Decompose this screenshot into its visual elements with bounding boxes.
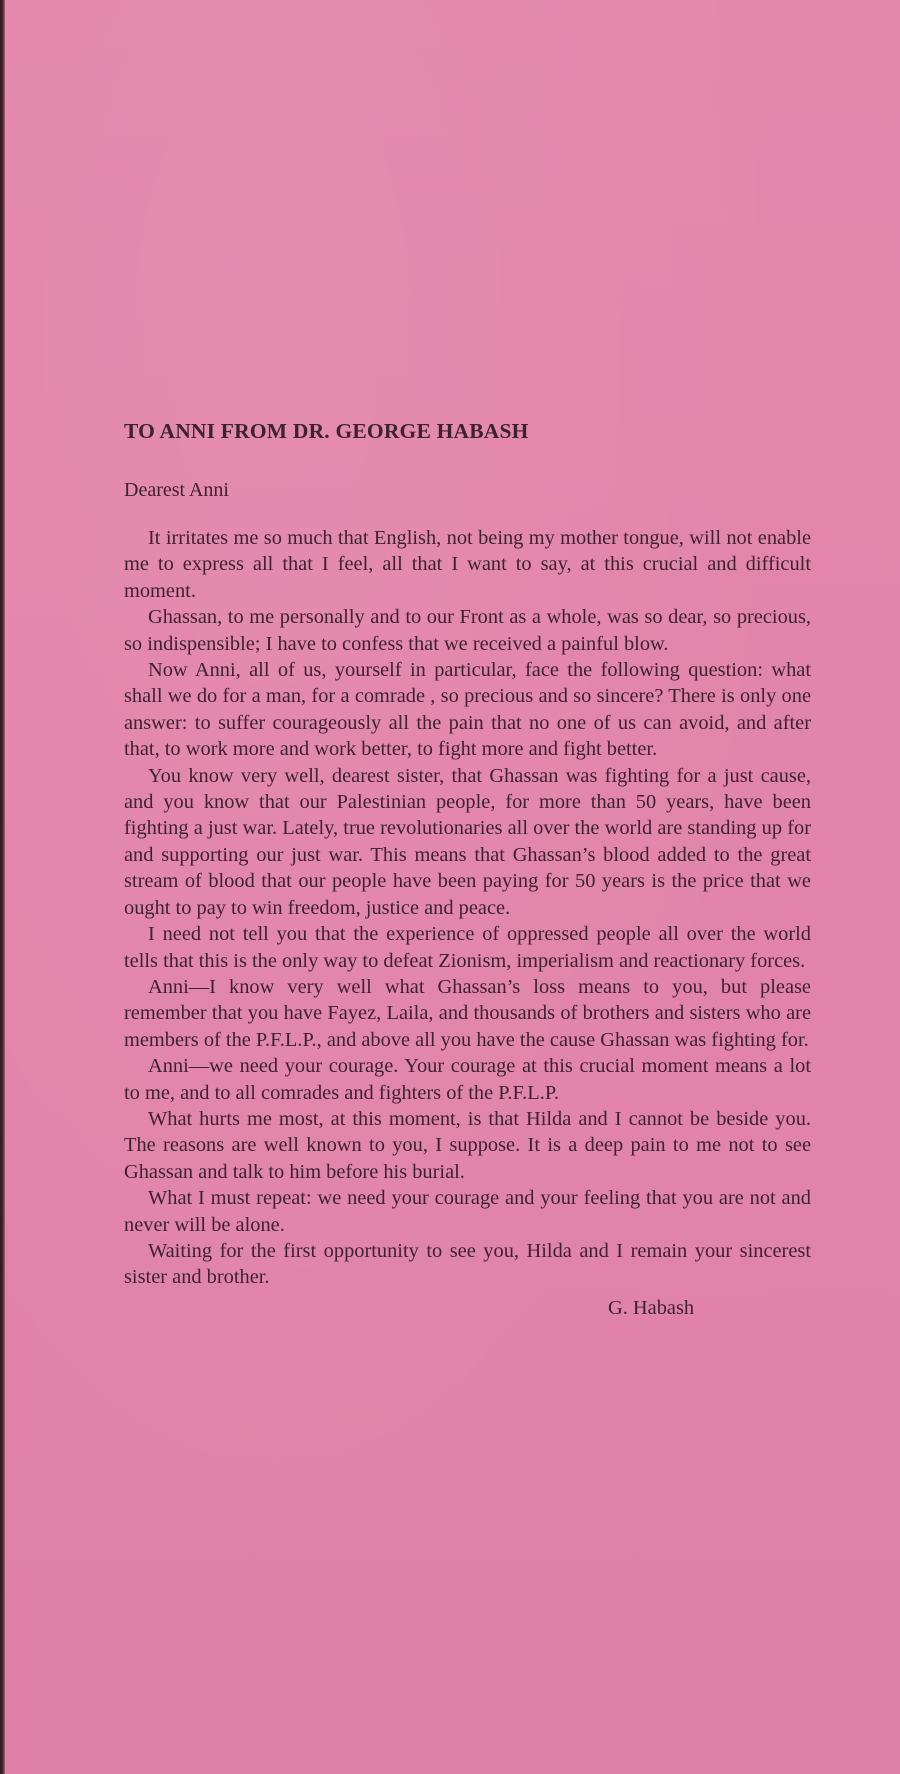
paragraph: Anni—I know very well what Ghassan’s loss means to you, but please remember that you have Fayez, Laila, and thousands of brothers and sisters who are members of the P.F.L.P., and above all you have the cause Ghassan was fighting for.	[124, 975, 811, 1051]
paragraph: I need not tell you that the experience of oppressed people all over the world tells that this is the only way to defeat Zionism, imperialism and reactionary forces.	[124, 923, 811, 972]
salutation: Dearest Anni	[124, 479, 229, 501]
paragraph: What hurts me most, at this moment, is that Hilda and I cannot be beside you. The reasons are well known to you, I suppose. It is a deep pain to me not to see Ghassan and talk to him before his burial.	[124, 1107, 811, 1183]
letter-title: TO ANNI FROM DR. GEORGE HABASH	[124, 419, 529, 443]
paper-sheet	[5, 0, 900, 1774]
paragraph: Ghassan, to me personally and to our Front as a whole, was so dear, so precious, so indispensible; I have to confess that we received a painful blow.	[124, 606, 811, 655]
paragraph: What I must repeat: we need your courage and your feeling that you are not and never will be alone.	[124, 1187, 811, 1236]
paragraph: Anni—we need your courage. Your courage at this crucial moment means a lot to me, and to all comrades and fighters of the P.F.L.P.	[124, 1055, 811, 1104]
signature: G. Habash	[608, 1296, 695, 1319]
paragraph: Waiting for the first opportunity to see you, Hilda and I remain your sincerest sister and brother.	[124, 1239, 811, 1289]
letter	[124, 418, 811, 1321]
paragraph: Now Anni, all of us, yourself in particular, face the following question: what shall we do for a man, for a comrade , so precious and so sincere? There is only one answer: to suffer courageously all the pain that no one of us can avoid, and after that, to work more and work better, to fight more and fight better.	[124, 659, 811, 761]
paragraph: It irritates me so much that English, not being my mother tongue, will not enable me to express all that I feel, all that I want to say, at this crucial and difficult moment.	[124, 527, 811, 602]
letter-body	[124, 525, 811, 1291]
paragraph: You know very well, dearest sister, that Ghassan was fighting for a just cause, and you know that our Palestinian people, for more than 50 years, have been fighting a just war. Lately, true revolutionaries all over the world are standing up for and supporting our just war. This means that Ghassan’s blood added to the great stream of blood that our people have been paying for 50 years is the price that we ought to pay to win freedom, justice and peace.	[124, 764, 811, 919]
